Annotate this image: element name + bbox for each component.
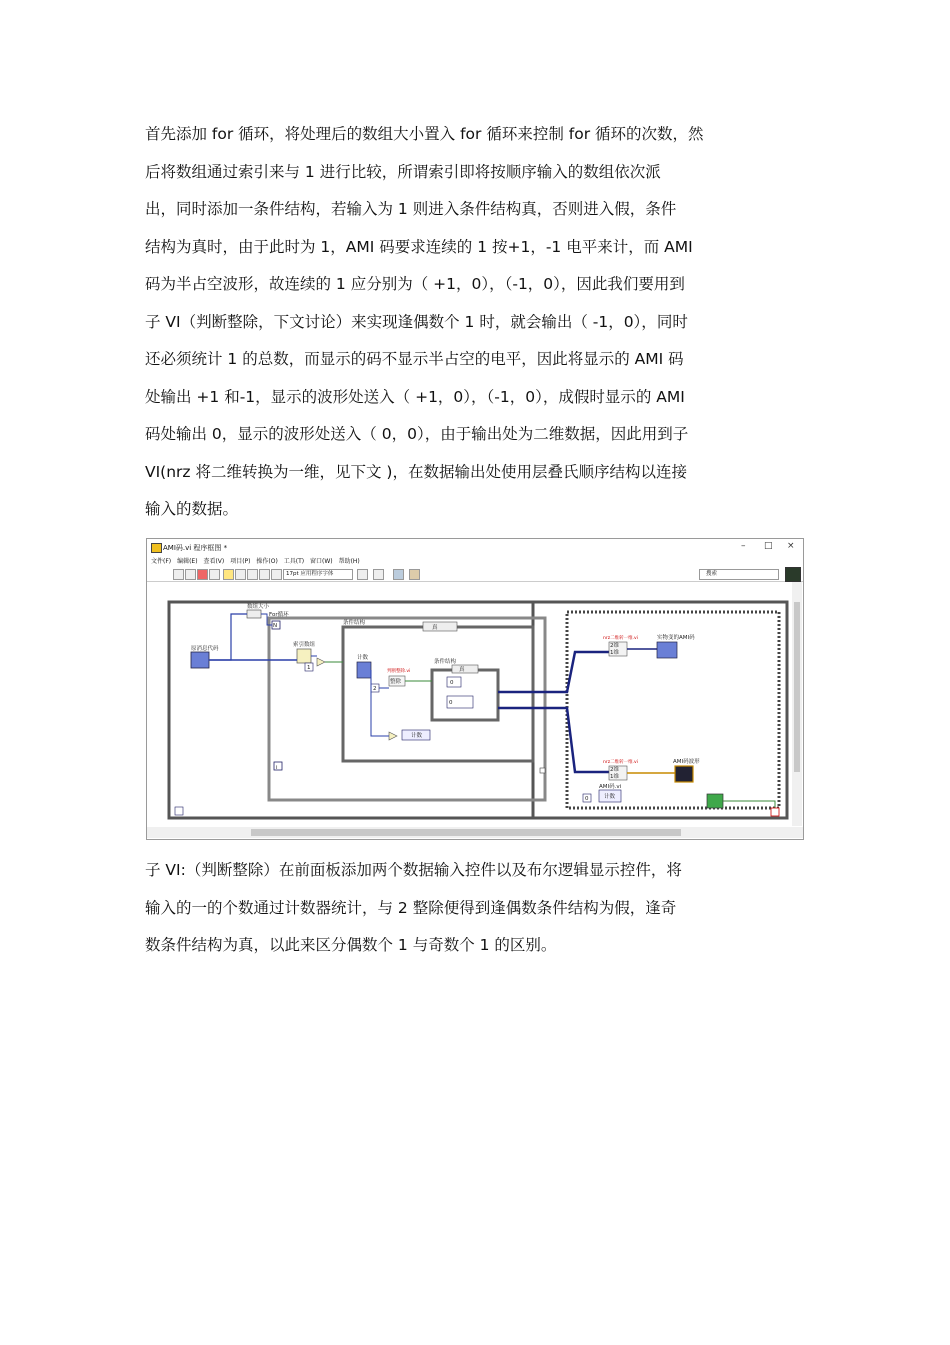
text-line: 出，同时添加一条件结构，若输入为 1 则进入条件结构真，否则进入假，条件 [145,200,677,218]
labview-app-icon [151,543,162,553]
run-arrow-icon[interactable] [173,569,184,580]
count-indicator [357,662,371,678]
horizontal-scroll-thumb[interactable] [251,829,681,836]
nrz-top-label: nrz二维转一维.vi [603,636,638,641]
text-line: VI(nrz 将二维转换为一维，见下文 )，在数据输出处使用层叠氏顺序结构以连接 [145,462,687,481]
inner-const-0-text: 0 [450,680,454,686]
title-bar [147,539,803,556]
ami-waveform-graph [675,766,693,782]
subvi-paragraph [145,852,805,965]
pause-icon[interactable] [209,569,220,580]
nrz-top-dim1: 1维 [610,650,619,656]
array-size-node [247,610,261,618]
const-2-text: 2 [373,686,377,692]
inner-case-label: 条件结构 [434,659,457,665]
case-structure-inner [432,670,498,720]
text-line: 码为半占空波形，故连续的 1 应分别为（ +1，0），（-1，0），因此我们要用到 [145,275,685,293]
menu-project[interactable]: 项目(P) [230,558,251,565]
for-loop-label: For循环 [269,612,289,618]
text-line: 输入的一的个数通过计数器统计，与 2 整除便得到逢偶数条件结构为假，逢奇 [145,898,677,917]
step-out-icon[interactable] [271,569,282,580]
inner-case-selector [452,665,478,673]
count-out-label: 计数 [411,733,423,739]
ami-code-label: 实物变的AMI码 [657,635,695,641]
text-line: 结构为真时，由于此时为 1，AMI 码要求连续的 1 按+1，-1 电平来计，而 AMI [145,237,693,256]
menu-window[interactable]: 窗口(W) [310,558,333,565]
search-input[interactable]: 搜索 [699,569,779,580]
vertical-scrollbar[interactable] [792,582,802,826]
ami-sub-const-text: 0 [585,796,589,802]
run-continuous-icon[interactable] [185,569,196,580]
menu-view[interactable]: 查看(V) [203,558,225,565]
inner-const-array-text: 0 [449,700,453,706]
abort-icon[interactable] [197,569,208,580]
labview-block-diagram-window [146,538,804,840]
menu-tools[interactable]: 工具(T) [283,558,305,565]
step-into-icon[interactable] [247,569,258,580]
distribute-icon[interactable] [373,569,384,580]
index-array-label: 索引数组 [293,642,316,648]
text-line: 首先添加 for 循环，将处理后的数组大小置入 for 循环来控制 for 循环的次数，然 [145,125,704,143]
window-title: AMI码.vi 程序框图 * [163,544,228,552]
close-icon[interactable]: × [787,541,795,551]
outer-case-selector [423,622,457,631]
text-line: 输入的数据。 [145,500,239,518]
menu-bar [147,556,803,567]
nrz-bottom-dim2: 2维 [610,767,619,773]
nrz-top-dim2: 2维 [610,643,619,649]
ami-subvi-count-text: 计数 [604,794,616,800]
minimize-icon[interactable]: – [741,541,746,551]
outer-case-label: 条件结构 [343,620,366,626]
source-code-label: 原消息代码 [191,646,219,652]
retain-wire-icon[interactable] [235,569,246,580]
text-line: 数条件结构为真，以此来区分偶数个 1 与奇数个 1 的区别。 [145,936,557,954]
ami-subvi-label: AMI码.vi [599,784,622,790]
align-icon[interactable] [357,569,368,580]
cleanup-icon[interactable] [409,569,420,580]
maximize-icon[interactable]: □ [764,541,773,551]
source-code-control [191,652,209,668]
menu-file[interactable]: 文件(F) [151,558,172,565]
ami-waveform-label: AMI码波形 [673,759,700,765]
equal-comparator [317,658,325,666]
sequence-iteration-box [175,807,183,815]
index-array-node [297,649,311,663]
context-help-icon[interactable] [785,567,801,582]
count-label: 计数 [357,655,369,661]
nrz-bottom-dim1: 1维 [610,774,619,780]
divide-label: 整除 [390,679,402,685]
outer-case-selector-text: 真 [432,625,438,631]
intro-paragraph [145,116,805,529]
stop-button-control [707,794,723,808]
block-diagram-svg [147,582,792,826]
block-diagram-canvas[interactable] [147,582,803,826]
loop-condition-terminal [771,808,779,816]
menu-edit[interactable]: 编辑(E) [177,558,198,565]
horizontal-scrollbar[interactable] [147,827,803,838]
text-line: 后将数组通过索引来与 1 进行比较，所谓索引即将按顺序输入的数组依次派 [145,162,661,181]
text-line: 处输出 +1 和-1，显示的波形处送入（ +1，0），（-1，0），成假时显示的 AMI [145,387,685,406]
increment-node [389,732,397,740]
ami-code-indicator [657,642,677,658]
text-line: 子 VI（判断整除，下文讨论）来实现逢偶数个 1 时，就会输出（ -1，0），同时 [145,312,688,331]
sequence-frame-2 [567,612,779,808]
reorder-icon[interactable] [393,569,404,580]
judge-subvi-label: 判断整除.vi [387,669,411,674]
font-selector[interactable]: 17pt 应用程序字体 [283,569,353,580]
const-1-text: 1 [307,665,311,671]
menu-help[interactable]: 帮助(H) [338,558,360,565]
nrz-bottom-label: nrz二维转一维.vi [603,760,638,765]
toolbar [147,567,803,582]
text-line: 码处输出 0，显示的波形处送入（ 0，0），由于输出处为二维数据，因此用到子 [145,425,689,443]
array-size-label: 数组大小 [247,604,270,610]
menu-operate[interactable]: 操作(O) [256,558,278,565]
text-line: 子 VI:（判断整除）在前面板添加两个数据输入控件以及布尔逻辑显示控件，将 [145,861,682,879]
inner-case-selector-text: 真 [459,667,465,673]
step-over-icon[interactable] [259,569,270,580]
loop-n-label: N [273,623,278,629]
text-line: 还必须统计 1 的总数，而显示的码不显示半占空的电平，因此将显示的 AMI 码 [145,350,684,368]
loop-i-label: i [276,765,278,771]
vertical-scroll-thumb[interactable] [794,602,800,772]
highlight-bulb-icon[interactable] [223,569,234,580]
